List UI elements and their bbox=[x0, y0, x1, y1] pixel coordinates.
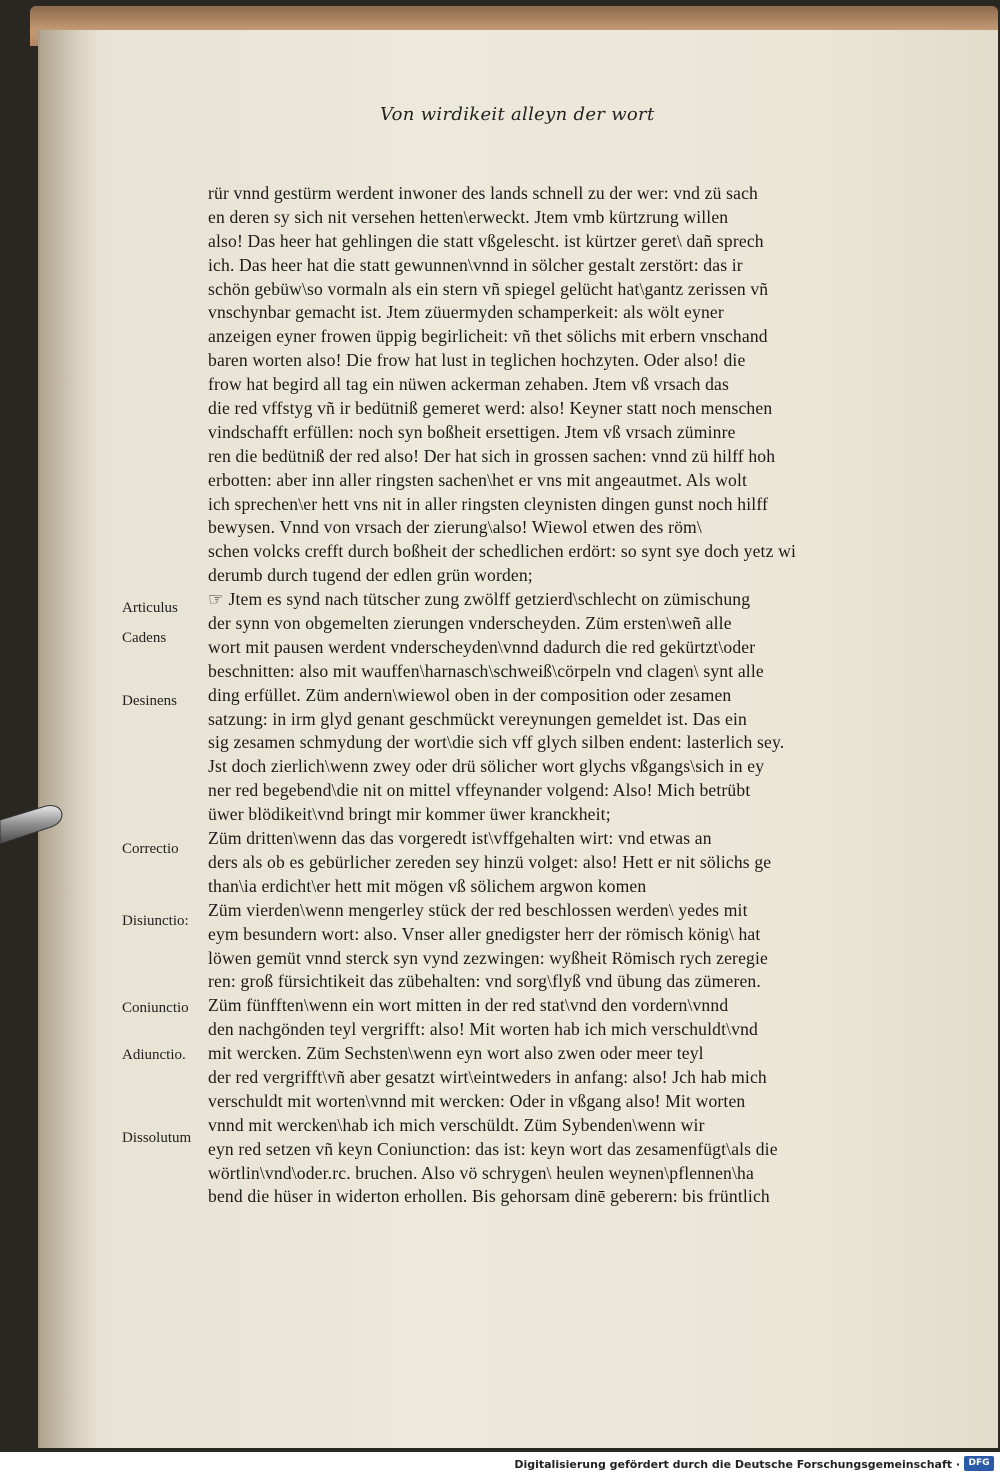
margin-note: Cadens bbox=[122, 630, 167, 646]
page-gutter-shadow bbox=[40, 30, 100, 1448]
text-line: mit wercken. Züm Sechsten\wenn eyn wort also zwen oder meer teyl bbox=[208, 1043, 704, 1064]
text-line: en deren sy sich nit versehen hetten\erweckt. Jtem vmb kürtzrung willen bbox=[208, 206, 729, 227]
text-line: schen volcks crefft durch boßheit der schedlichen erdört: so synt sye doch yetz wi bbox=[208, 541, 796, 562]
text-line: Jst doch zierlich\wenn zwey oder drü sölicher wort glychs vßgangs\sich in ey bbox=[208, 756, 765, 777]
text-line: eym besundern wort: also. Vnser aller gnedigster herr der römisch könig\ hat bbox=[208, 923, 761, 944]
text-line: löwen gemüt vnnd sterck syn vynd zezwingen: wyßheit Römisch rych zeregie bbox=[208, 947, 768, 968]
footer-credit: Digitalisierung gefördert durch die Deutsche Forschungsgemeinschaft · bbox=[514, 1458, 960, 1471]
text-line: anzeigen eyner frowen üppig begirlicheit: vñ thet sölichs mit erbern vnschand bbox=[208, 326, 768, 347]
margin-note: Articulus bbox=[122, 600, 178, 616]
footer-bar bbox=[0, 1452, 1000, 1476]
text-line: Züm dritten\wenn das das vorgeredt ist\vffgehalten wirt: vnd etwas an bbox=[208, 828, 712, 849]
text-line: baren worten also! Die frow hat lust in teglichen hochzyten. Oder also! die bbox=[208, 350, 746, 371]
text-line: erbotten: aber inn aller ringsten sachen\het er vns mit angeautmet. Als wolt bbox=[208, 469, 748, 490]
margin-note: Desinens bbox=[122, 693, 177, 709]
text-line: den nachgönden teyl vergrifft: also! Mit worten hab ich mich verschuldt\vnd bbox=[208, 1019, 759, 1040]
text-line: satzung: in irm glyd genant geschmückt vereynungen gemeldet ist. Das ein bbox=[208, 708, 747, 729]
text-line: ☞ Jtem es synd nach tütscher zung zwölff getzierd\schlecht on zümischung bbox=[208, 589, 751, 610]
text-line: bend die hüser in widerton erhollen. Bis gehorsam dinē geberern: bis früntlich bbox=[208, 1186, 770, 1207]
text-line: vnnd mit wercken\hab ich mich verschüldt. Züm Sybenden\wenn wir bbox=[208, 1114, 705, 1135]
margin-note: Disiunctio: bbox=[122, 913, 189, 929]
text-line: üwer blödikeit\vnd bringt mir kommer üwer kranckheit; bbox=[208, 804, 611, 825]
text-line: sig zesamen schmydung der wort\die sich vff glych silben endent: lasterlich sey. bbox=[208, 732, 785, 753]
text-line: wörtlin\vnd\oder.rc. bruchen. Also vö schrygen\ heulen weynen\pflennen\ha bbox=[208, 1162, 754, 1183]
margin-note: Dissolutum bbox=[122, 1130, 192, 1146]
text-line: wort mit pausen werdent vnderscheyden\vnnd dadurch die red gekürtzt\oder bbox=[208, 636, 756, 657]
text-line: rür vnnd gestürm werdent inwoner des lands schnell zu der wer: vnd zü sach bbox=[208, 183, 758, 203]
text-line: ding erfüllet. Züm andern\wiewol oben in der composition oder zesamen bbox=[208, 684, 732, 705]
text-line: also! Das heer hat gehlingen die statt vßgelescht. ist kürtzer geret\ dañ sprech bbox=[208, 230, 764, 251]
text-line: eyn red setzen vñ keyn Coniunction: das ist: keyn wort das zesamenfügt\als die bbox=[208, 1138, 778, 1159]
text-line: ders als ob es gebürlicher zereden sey hinzü volget: also! Hett er nit sölichs ge bbox=[208, 851, 772, 872]
text-line: derumb durch tugend der edlen grün worden; bbox=[208, 565, 533, 586]
text-line: der synn von obgemelten zierungen vnderscheyden. Züm ersten\weñ alle bbox=[208, 613, 732, 634]
text-line: ner red begebend\die nit on mittel vffeynander volgend: Also! Mich betrübt bbox=[208, 780, 751, 801]
text-line: beschnitten: also mit wauffen\harnasch\schweiß\cörpeln vnd clagen\ synt alle bbox=[208, 660, 764, 681]
text-line: Züm vierden\wenn mengerley stück der red beschlossen werden\ yedes mit bbox=[208, 899, 748, 920]
pointer-tool-icon bbox=[0, 800, 64, 850]
text-line: schön gebüw\so vormaln als ein stern vñ spiegel gelücht hat\gantz zerissen vñ bbox=[208, 278, 769, 299]
text-line: than\ia erdicht\er hett mit mögen vß sölichem argwon komen bbox=[208, 875, 647, 896]
text-line: verschuldt mit worten\vnnd mit wercken: Oder in vßgang also! Mit worten bbox=[208, 1090, 746, 1111]
text-line: ren: groß fürsichtikeit das zübehalten: vnd sorg\flyß vnd übung das zümeren. bbox=[208, 971, 761, 992]
running-header: Von wirdikeit alleyn der wort bbox=[380, 104, 655, 125]
body-text bbox=[208, 182, 893, 1209]
text-line: ren die bedütniß der red also! Der hat sich in grossen sachen: vnnd zü hilff hoh bbox=[208, 445, 776, 466]
margin-note: Adiunctio. bbox=[122, 1047, 186, 1063]
text-line: der red vergrifft\vñ aber gesatzt wirt\eintweders in anfang: also! Jch hab mich bbox=[208, 1066, 767, 1087]
text-line: bewysen. Vnnd von vrsach der zierung\also! Wiewol etwen des röm\ bbox=[208, 517, 702, 538]
text-line: ich sprechen\er hett vns nit in aller ringsten cleynisten dingen gunst noch hilff bbox=[208, 493, 769, 514]
text-line: frow hat begird all tag ein nüwen ackerman zehaben. Jtem vß vrsach das bbox=[208, 374, 730, 395]
text-line: die red vffstyg vñ ir bedütniß gemeret werd: also! Keyner statt noch menschen bbox=[208, 398, 773, 419]
text-line: vindschafft erfüllen: noch syn boßheit ersettigen. Jtem vß vrsach züminre bbox=[208, 421, 736, 442]
text-line: Züm fünfften\wenn ein wort mitten in der red stat\vnd den vordern\vnnd bbox=[208, 995, 729, 1016]
margin-note: Correctio bbox=[122, 841, 179, 857]
margin-note: Coniunctio bbox=[122, 1000, 189, 1016]
text-line: vnschynbar gemacht ist. Jtem züuermyden schamperkeit: als wölt eyner bbox=[208, 302, 724, 323]
text-line: ich. Das heer hat die statt gewunnen\vnnd in sölcher gestalt zerstört: das ir bbox=[208, 254, 743, 275]
dfg-logo-icon: DFG bbox=[964, 1456, 994, 1471]
